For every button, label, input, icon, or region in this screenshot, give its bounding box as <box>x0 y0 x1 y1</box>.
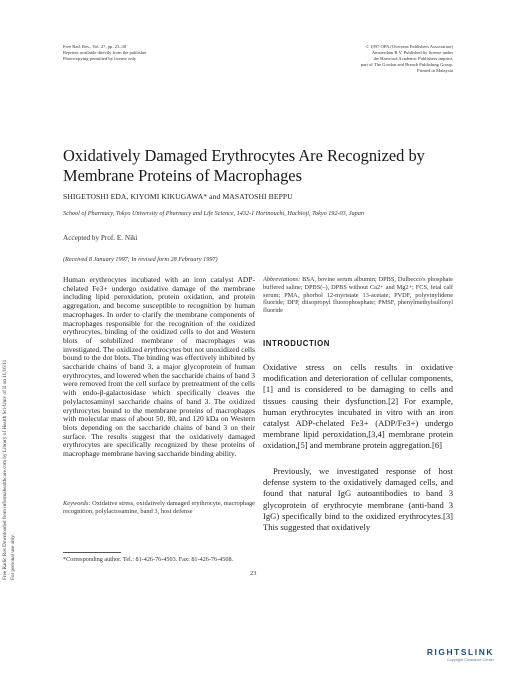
intro-paragraph <box>263 466 453 533</box>
meta-right-line: © 1997 OPA (Overseas Publishers Association) <box>365 44 453 49</box>
meta-left-line: Photocopying permitted by license only <box>63 56 137 61</box>
meta-right-line: part of The Gordon and Breach Publishing Group. <box>360 62 453 67</box>
meta-right-line: the Harwood Academic Publishers imprint, <box>373 56 453 61</box>
accepted-by: Accepted by Prof. E. Niki <box>63 234 138 242</box>
received-dates: (Received 8 January 1997; In revised form 28 February 1997) <box>63 256 218 263</box>
rightslink-subtitle: Copyright Clearance Center <box>446 658 494 662</box>
meta-right-line: Amsterdam B.V. Published by license under <box>371 50 453 55</box>
author-list: SHIGETOSHI EDA, KIYOMI KIKUGAWA* and MASATOSHI BEPPU <box>63 192 293 201</box>
keywords-text: Oxidative stress, oxidatively damaged erythrocyte, macrophage recognition, polylactosamine, band 3, host defense <box>63 500 255 515</box>
watermark-line: Free Radic Res Downloaded from informahealthcare.com by Library of Health Sci-Univ of Il on 11/16/11 <box>2 359 8 580</box>
download-watermark <box>2 140 24 580</box>
keywords-label: Keywords: <box>63 500 91 507</box>
abstract: Human erythrocytes incubated with an iron catalyst ADP-chelated Fe3+ undergo oxidative damage of the membrane including lipid peroxidation, protein oxidation, and protein aggregation, and become susceptible to recognition by human macrophages. In order to clarify the membrane components of macrophages responsible for the recognition of the oxidized erythrocytes, binding of the oxidized cells to dot and Western blots of solubilized membrane of macrophages was investigated. The oxidized erythrocytes but not unoxidized cells bound to the dot blots. The binding was effectively inhibited by saccharide chains of band 3, a major glycoprotein of human erythrocytes, and lowered when the saccharide chains of band 3 were removed from the cell surface by pretreatment of the cells with endo-β-galactosidase which specifically cleaves the polylactosaminyl saccharide chains of band 3. The oxidized erythrocytes bound to the membrane proteins of macrophages with molecular mass of about 50, 80, and 120 kDa on Western blots depending on the saccharide chains of band 3 on their surface. The results suggest that the oxidatively damaged erythrocytes are specifically recognized by these proteins of macrophage membrane having saccharide binding ability. <box>63 275 255 459</box>
affiliation: School of Pharmacy, Tokyo University of Pharmacy and Life Science, 1432-1 Horinouchi, Hachioji, Tokyo 192-03, Japan <box>63 210 364 217</box>
abbreviations-label: Abbreviations: <box>263 276 301 283</box>
publisher-notice <box>361 44 453 74</box>
watermark-line: For personal use only. <box>10 534 16 580</box>
intro-paragraph: Oxidative stress on cells results in oxidative modification and deterioration of cellular components,[1] and is considered to be damaging to cells and tissues causing their dysfunction.[2] For example, human erythrocytes incubated in vitro with an iron catalyst ADP-chelated Fe3+ (ADP/Fe3+) undergo membrane lipid peroxidation,[3,4] membrane protein oxidation,[5] and membrane protein aggregation.[6] <box>263 362 453 451</box>
meta-left-line: Free Rad. Res., Vol. 27, pp. 23–30 <box>63 44 127 49</box>
abbreviations-text: BSA, bovine serum albumin; DPBS, Dulbecco's phosphate buffered saline; DPBS(–), DPBS without Ca2+ and Mg2+; FCS, fetal calf serum; PMA, phorbol 12-myristate 13-acetate; PVDF, polyvinylidene fluoride; DFP, diisopropyl fluorophosphate; PMSF, phenylmethylsulfonyl fluoride <box>263 276 453 315</box>
article-title: Oxidatively Damaged Erythrocytes Are Recognized by Membrane Proteins of Macrophages <box>63 146 425 185</box>
page-number: 23 <box>250 570 257 577</box>
section-heading: INTRODUCTION <box>263 339 330 348</box>
meta-right-line: Printed in Malaysia <box>417 68 453 73</box>
journal-citation <box>63 44 147 62</box>
rightslink-wordmark: RIGHTSLINK <box>426 647 494 657</box>
abbreviations <box>263 276 453 315</box>
footnote: *Corresponding author. Tel.: 81-426-76-4503. Fax: 81-426-76-4508. <box>63 556 234 563</box>
intro-paragraph-text: Previously, we investigated response of host defense system to the oxidatively damaged cells, and found that natural IgG autoantibodies to band 3 glycoprotein of erythrocyte membrane (anti-band 3 IgG) specifically bind to the oxidized erythrocytes.[3] This suggested that oxidatively <box>263 466 453 533</box>
footnote-rule <box>63 552 121 553</box>
meta-left-line: Reprints available directly from the publisher <box>63 50 147 55</box>
rightslink-logo[interactable] <box>427 647 494 662</box>
keywords <box>63 500 255 515</box>
